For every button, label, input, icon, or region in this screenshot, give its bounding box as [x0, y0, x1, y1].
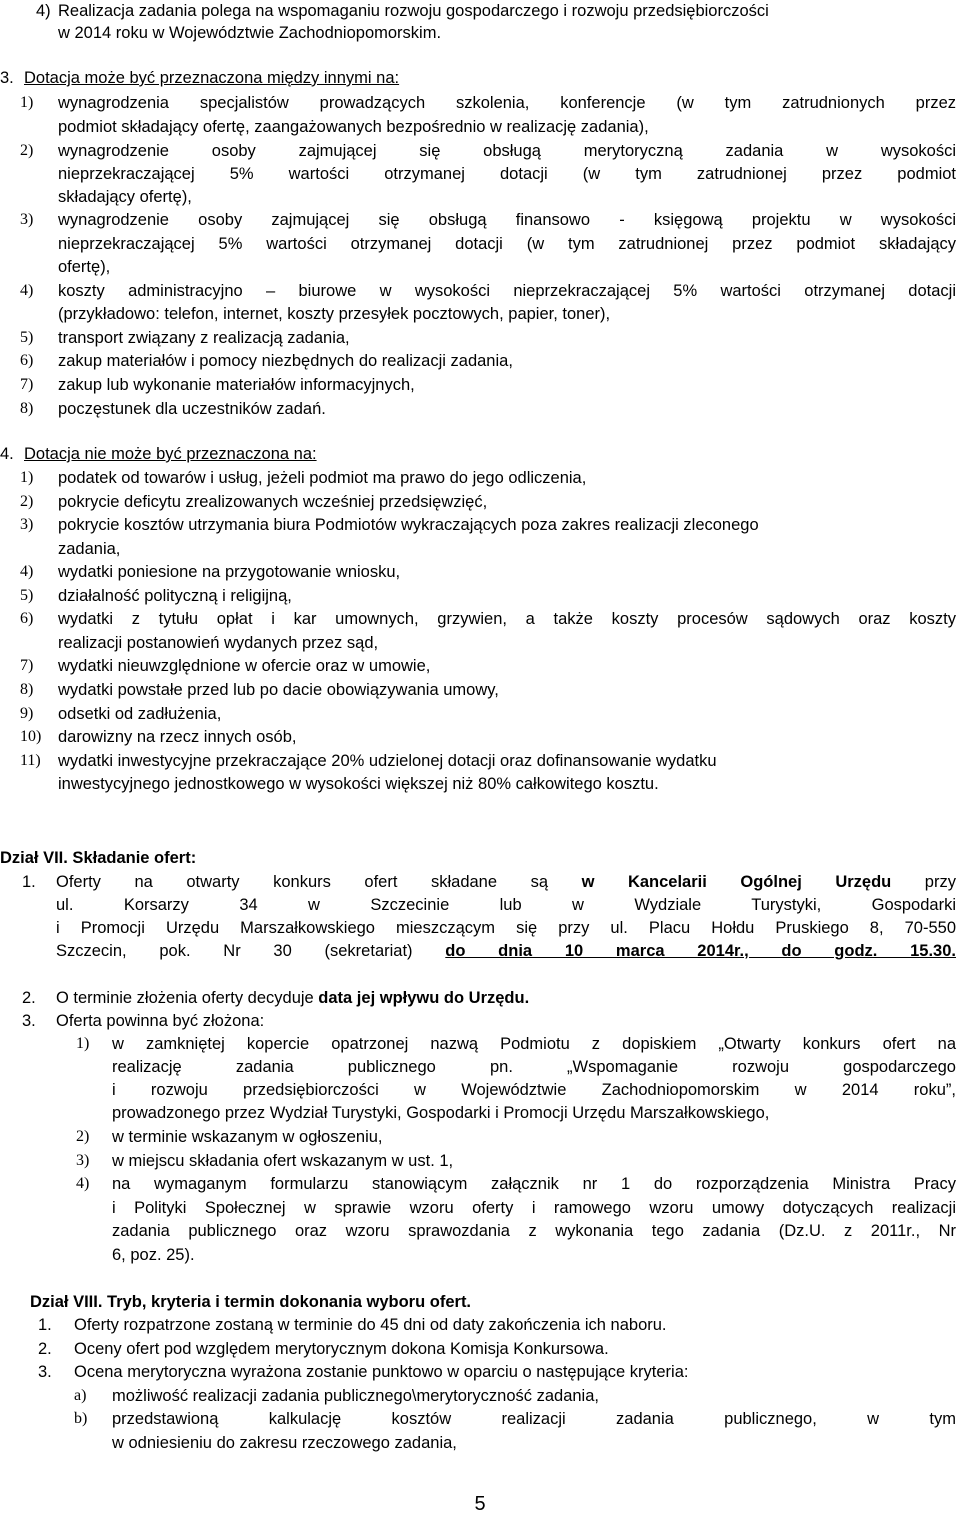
list-number: 10) — [20, 728, 42, 745]
criterion-line: przedstawioną kalkulację kosztów realizacji zadania publicznego, w tym — [112, 1410, 956, 1428]
list-item-line: poczęstunek dla uczestników zadań. — [58, 400, 326, 418]
criterion-line: możliwość realizacji zadania publicznego\merytoryczność zadania, — [112, 1387, 599, 1405]
paragraph-line: ul. Korsarzy 34 w Szczecinie lub w Wydziale Turystyki, Gospodarki — [56, 896, 956, 914]
intro-line-1: Realizacja zadania polega na wspomaganiu rozwoju gospodarczego i rozwoju przedsiębiorczości — [58, 2, 769, 20]
paragraph-text: Szczecin, pok. Nr 30 (sekretariat) — [56, 942, 446, 960]
list-item-line: i rozwoju przedsiębiorczości w Województwie Zachodniopomorskim w 2014 roku”, — [112, 1081, 956, 1099]
section-title-dzial-viii: Dział VIII. Tryb, kryteria i termin dokonania wyboru ofert. — [30, 1293, 472, 1311]
list-number: 5) — [20, 587, 34, 604]
list-item-line: wynagrodzenie osoby zajmującej się obsługą finansowo - księgową projektu w wysokości — [58, 211, 956, 229]
criterion-letter: a) — [74, 1387, 87, 1404]
list-item-line: ofertę), — [58, 258, 111, 276]
list-item-line: pokrycie deficytu zrealizowanych wcześniej przedsięwzięć, — [58, 493, 488, 511]
list-number: 2) — [20, 142, 34, 159]
list-item-line: nieprzekraczającej 5% wartości otrzymanej dotacji (w tym zatrudnionej przez podmiot składający — [58, 235, 956, 253]
list-number: 3. — [38, 1363, 52, 1381]
list-item-line: składający ofertę), — [58, 188, 192, 206]
list-item-line: i Polityki Społecznej w sprawie wzoru oferty i ramowego wzoru umowy dotyczących realizacji — [112, 1199, 956, 1217]
list-number: 3) — [20, 516, 34, 533]
list-number: 1) — [20, 94, 34, 111]
paragraph-text: Oferty na otwarty konkurs ofert składane są — [56, 873, 582, 891]
list-number: 3) — [76, 1152, 90, 1169]
list-number: 9) — [20, 705, 34, 722]
list-item-line: nieprzekraczającej 5% wartości otrzymanej dotacji (w tym zatrudnionej przez podmiot — [58, 165, 956, 183]
list-item-line: inwestycyjnego jednostkowego w wysokości większej niż 80% całkowitego kosztu. — [58, 775, 659, 793]
paragraph-line: i Promocji Urzędu Marszałkowskiego mieszczącym się przy ul. Placu Hołdu Pruskiego 8, 70-550 — [56, 919, 956, 937]
list-item-line: wydatki inwestycyjne przekraczające 20% udzielonej dotacji oraz dofinansowanie wydatku — [58, 752, 717, 770]
list-item-line: realizację zadania publicznego pn. „Wspomaganie rozwoju gospodarczego — [112, 1058, 956, 1076]
list-number: 4) — [20, 282, 34, 299]
list-number: 3) — [20, 211, 34, 228]
paragraph-line — [56, 871, 956, 893]
list-item-line: Oferty rozpatrzone zostaną w terminie do 45 dni od daty zakończenia ich naboru. — [74, 1316, 667, 1334]
list-item-line: darowizny na rzecz innych osób, — [58, 728, 297, 746]
list-number: 2. — [38, 1340, 52, 1358]
list-number: 3. — [22, 1012, 36, 1030]
list-item-line: 6, poz. 25). — [112, 1246, 195, 1264]
criterion-line: w odniesieniu do zakresu rzeczowego zadania, — [112, 1434, 457, 1452]
emphasis-text: data jej wpływu do Urzędu. — [318, 989, 530, 1007]
list-item-line: wydatki poniesione na przygotowanie wniosku, — [58, 563, 401, 581]
list-number: 5) — [20, 329, 34, 346]
section-4-heading: Dotacja nie może być przeznaczona na: — [24, 445, 317, 463]
section-4-number: 4. — [0, 445, 14, 463]
list-number: 11) — [20, 752, 41, 769]
list-item-line: prowadzonego przez Wydział Turystyki, Gospodarki i Promocji Urzędu Marszałkowskiego, — [112, 1104, 770, 1122]
list-number: 2. — [22, 989, 36, 1007]
page-number: 5 — [474, 1493, 486, 1515]
list-item-line: wydatki powstałe przed lub po dacie obowiązywania umowy, — [58, 681, 499, 699]
paragraph-heading: Oferta powinna być złożona: — [56, 1012, 265, 1030]
list-item-line: podmiot składający ofertę, zaangażowanych bezpośrednio w realizację zadania), — [58, 118, 649, 136]
intro-number: 4) — [36, 2, 51, 20]
list-number: 4) — [20, 563, 34, 580]
list-number: 4) — [76, 1175, 90, 1192]
emphasis-text: w Kancelarii Ogólnej Urzędu — [581, 873, 892, 891]
list-item-line: w zamkniętej kopercie opatrzonej nazwą Podmiotu z dopiskiem „Otwarty konkurs ofert na — [112, 1035, 956, 1053]
list-item-line: Ocena merytoryczna wyrażona zostanie punktowo w oparciu o następujące kryteria: — [74, 1363, 689, 1381]
list-number: 1) — [76, 1035, 90, 1052]
list-item-line: podatek od towarów i usług, jeżeli podmiot ma prawo do jego odliczenia, — [58, 469, 587, 487]
paragraph-line — [56, 987, 529, 1009]
list-number: 7) — [20, 376, 34, 393]
section-3-heading: Dotacja może być przeznaczona między innymi na: — [24, 69, 400, 87]
list-item-line: wynagrodzenia specjalistów prowadzących szkolenia, konferencje (w tym zatrudnionych przez — [58, 94, 956, 112]
list-item-line: zakup materiałów i pomocy niezbędnych do realizacji zadania, — [58, 352, 513, 370]
list-item-line: transport związany z realizacją zadania, — [58, 329, 350, 347]
list-number: 1. — [22, 873, 36, 891]
paragraph-text: przy — [891, 873, 956, 891]
list-item-line: wydatki nieuwzględnione w ofercie oraz w umowie, — [58, 657, 431, 675]
paragraph-text: O terminie złożenia oferty decyduje — [56, 989, 319, 1007]
section-title-dzial-vii: Dział VII. Składanie ofert: — [0, 849, 197, 867]
intro-line-2: w 2014 roku w Województwie Zachodniopomorskim. — [58, 24, 442, 42]
list-number: 8) — [20, 400, 34, 417]
list-number: 6) — [20, 610, 34, 627]
list-item-line: zadania publicznego oraz wzoru sprawozdania z wykonania tego zadania (Dz.U. z 2011r., Nr — [112, 1222, 956, 1240]
deadline-text: do dnia 10 marca 2014r., do godz. 15.30. — [445, 942, 956, 960]
list-item-line: pokrycie kosztów utrzymania biura Podmiotów wykraczających poza zakres realizacji zleconego — [58, 516, 759, 534]
list-number: 1. — [38, 1316, 52, 1334]
list-number: 7) — [20, 657, 34, 674]
list-number: 8) — [20, 681, 34, 698]
list-item-line: działalność polityczną i religijną, — [58, 587, 292, 605]
list-item-line: na wymaganym formularzu stanowiącym załącznik nr 1 do rozporządzenia Ministra Pracy — [112, 1175, 956, 1193]
list-item-line: wynagrodzenie osoby zajmującej się obsługą merytoryczną zadania w wysokości — [58, 142, 956, 160]
list-item-line: realizacji postanowień wydanych przez sąd, — [58, 634, 379, 652]
list-number: 1) — [20, 469, 34, 486]
paragraph-line — [56, 940, 956, 962]
list-number: 2) — [20, 493, 34, 510]
list-item-line: zakup lub wykonanie materiałów informacyjnych, — [58, 376, 415, 394]
list-item-line: wydatki z tytułu opłat i kar umownych, grzywien, a także koszty procesów sądowych oraz koszty — [58, 610, 956, 628]
criterion-letter: b) — [74, 1410, 88, 1427]
list-number: 2) — [76, 1128, 90, 1145]
list-number: 6) — [20, 352, 34, 369]
list-item-line: zadania, — [58, 540, 121, 558]
list-item-line: (przykładowo: telefon, internet, koszty przesyłek pocztowych, papier, toner), — [58, 305, 611, 323]
list-item-line: Oceny ofert pod względem merytorycznym dokona Komisja Konkursowa. — [74, 1340, 609, 1358]
section-3-number: 3. — [0, 69, 14, 87]
list-item-line: w terminie wskazanym w ogłoszeniu, — [112, 1128, 383, 1146]
list-item-line: koszty administracyjno – biurowe w wysokości nieprzekraczającej 5% wartości otrzymanej dotacji — [58, 282, 956, 300]
list-item-line: odsetki od zadłużenia, — [58, 705, 222, 723]
list-item-line: w miejscu składania ofert wskazanym w ust. 1, — [112, 1152, 454, 1170]
